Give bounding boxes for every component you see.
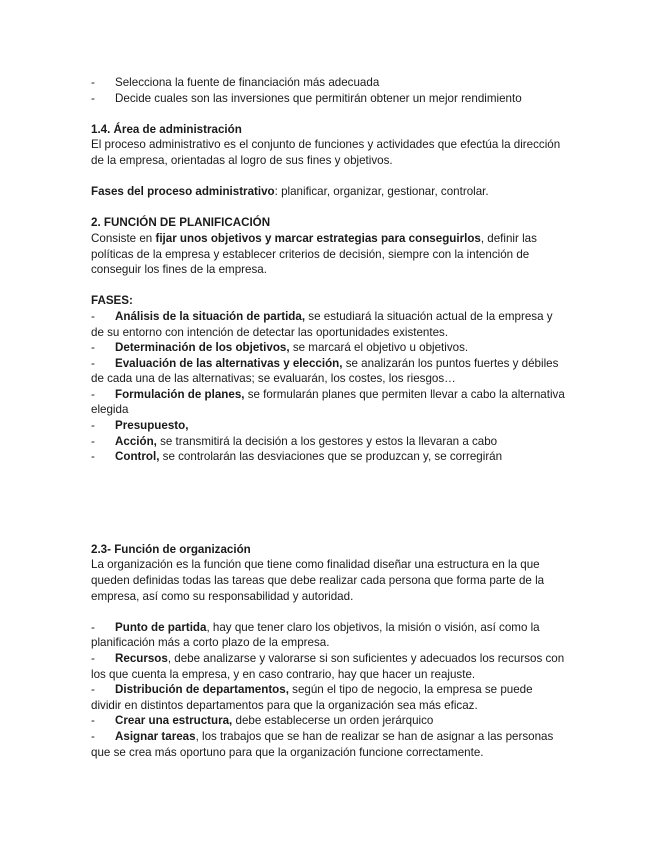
item-bold: Control, <box>115 450 160 464</box>
list-item <box>91 620 566 651</box>
item-bold: Evaluación de las alternativas y elección, <box>115 356 343 370</box>
item-text: se analizarán los puntos fuertes y débiles de cada una de las alternativas; se evaluarán, los costes, los riesgos… <box>91 356 559 386</box>
list-item <box>91 75 566 91</box>
list-item <box>91 309 566 340</box>
list-item <box>91 651 566 682</box>
list-item <box>91 713 566 729</box>
phases-text: : planificar, organizar, gestionar, controlar. <box>274 185 489 199</box>
item-text: se marcará el objetivo u objetivos. <box>289 341 469 355</box>
phases-label: Fases del proceso administrativo <box>91 185 275 199</box>
item-text: debe establecerse un orden jerárquico <box>232 714 434 728</box>
item-bold: Presupuesto, <box>115 419 189 433</box>
item-bold: Crear una estructura, <box>115 714 233 728</box>
section-paragraph: La organización es la función que tiene como finalidad diseñar una estructura en la que queden definidas todas las tareas que debe realizar cada persona que forma parte de la empresa, así como su responsabilidad y autoridad. <box>91 558 545 603</box>
list-item <box>91 91 566 107</box>
bullet-dash: - <box>91 76 95 89</box>
bullet-dash: - <box>91 620 95 634</box>
section-paragraph <box>91 231 566 278</box>
item-bold: Recursos <box>115 652 168 665</box>
list-item <box>91 418 566 434</box>
item-bold: Análisis de la situación de partida, <box>115 309 306 323</box>
section-heading-2-3: 2.3- Función de organización <box>91 542 251 556</box>
list-item-text: Decide cuales son las inversiones que permitirán obtener un mejor rendimiento <box>115 91 522 105</box>
item-bold: Punto de partida <box>115 620 207 634</box>
list-item <box>91 449 566 465</box>
list-item <box>91 434 566 450</box>
item-text: , hay que tener claro los objetivos, la misión o visión, así como la planificación más a corto plazo de la empresa. <box>91 620 540 650</box>
bullet-dash: - <box>91 434 95 448</box>
bullet-dash: - <box>91 91 95 105</box>
para-bold: fijar unos objetivos y marcar estrategias para conseguirlos <box>155 231 481 245</box>
item-bold: Asignar tareas <box>115 729 196 743</box>
list-item <box>91 356 566 387</box>
bullet-dash: - <box>91 729 95 743</box>
list-item <box>91 387 566 418</box>
bullet-dash: - <box>91 683 95 697</box>
section-heading-2: 2. FUNCIÓN DE PLANIFICACIÓN <box>91 216 271 230</box>
section-paragraph: El proceso administrativo es el conjunto de funciones y actividades que efectúa la dirección de la empresa, orientadas al logro de sus fines y objetivos. <box>91 138 561 167</box>
item-bold: Distribución de departamentos, <box>115 683 289 697</box>
bullet-dash: - <box>91 356 95 370</box>
item-text: se transmitirá la decisión a los gestores y estos la llevaran a cabo <box>156 434 498 448</box>
list-item-text: Selecciona la fuente de financiación más adecuada <box>115 76 380 89</box>
document-page <box>91 75 566 760</box>
list-item <box>91 682 566 713</box>
section-heading-1-4: 1.4. Área de administración <box>91 122 242 136</box>
para-text: Consiste en <box>91 231 156 245</box>
bullet-dash: - <box>91 309 95 323</box>
item-text: , debe analizarse y valorarse si son suficientes y adecuados los recursos con los que cuenta la empresa, y en caso contrario, hay que hacer un reajuste. <box>91 652 565 681</box>
item-bold: Acción, <box>115 434 157 448</box>
item-text: se controlarán las desviaciones que se produzcan y, se corregirán <box>159 450 503 464</box>
item-text: según el tipo de negocio, la empresa se puede dividir en distintos departamentos para que la organización sea más eficaz. <box>91 683 533 712</box>
bullet-dash: - <box>91 341 95 355</box>
bullet-dash: - <box>91 419 95 433</box>
bullet-dash: - <box>91 387 95 401</box>
bullet-dash: - <box>91 450 95 464</box>
list-item <box>91 340 566 356</box>
para-text: , definir las políticas de la empresa y establecer criterios de decisión, siempre con la intención de conseguir los fines de la empresa. <box>91 231 537 277</box>
item-text: se estudiará la situación actual de la empresa y de su entorno con intención de detectar las oportunidades existentes. <box>91 309 553 339</box>
phases-line <box>91 184 566 200</box>
item-bold: Determinación de los objetivos, <box>115 341 290 355</box>
item-bold: Formulación de planes, <box>115 387 245 401</box>
fases-label: FASES: <box>91 294 133 308</box>
bullet-dash: - <box>91 652 95 665</box>
item-text: se formularán planes que permiten llevar a cabo la alternativa elegida <box>91 387 565 417</box>
item-text: , los trabajos que se han de realizar se han de asignar a las personas que se crea más oportuno para que la organización funcione correctamente. <box>91 729 554 759</box>
bullet-dash: - <box>91 714 95 728</box>
list-item <box>91 729 566 760</box>
